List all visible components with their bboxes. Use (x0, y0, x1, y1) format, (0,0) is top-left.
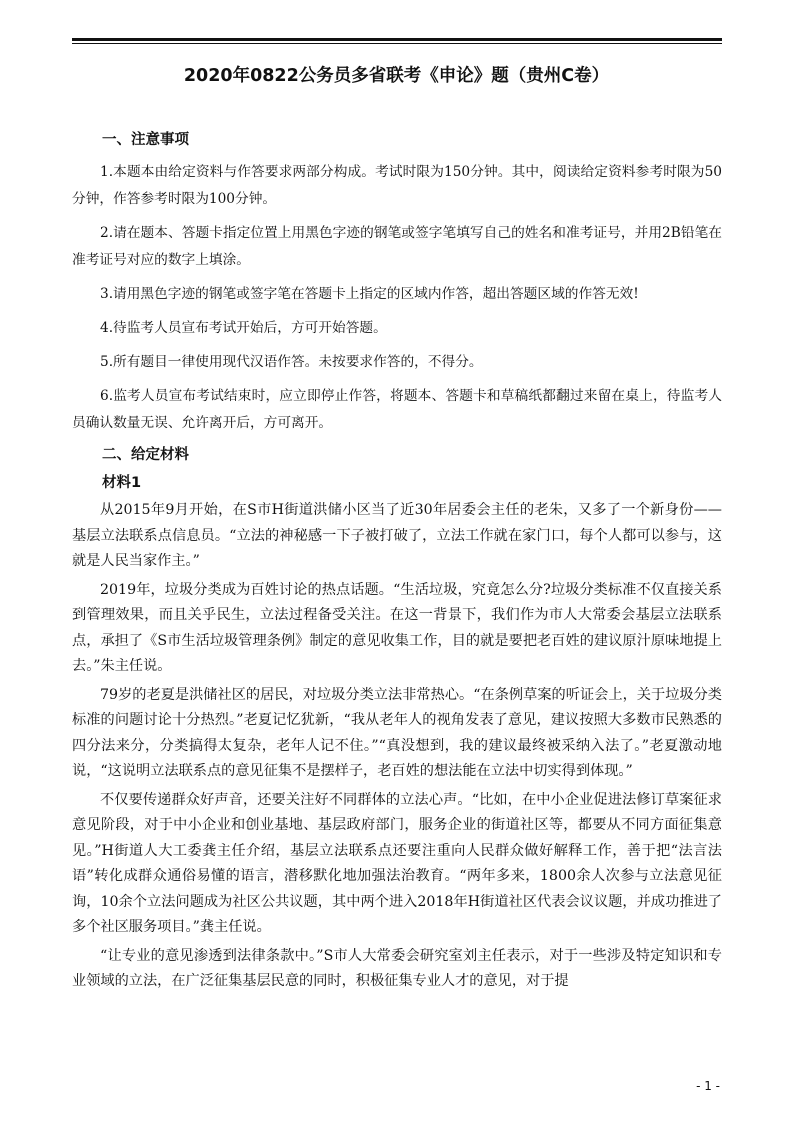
section-heading-materials: 二、给定材料 (102, 447, 189, 463)
header-rule-thin (72, 43, 722, 44)
material-paragraph: “让专业的意见渗透到法律条款中。”S市人大常委会研究室刘主任表示，对于一些涉及特定知识和专业领域的立法，在广泛征集基层民意的同时，积极征集专业人才的意见，对于提 (72, 947, 722, 989)
note-item: 2.请在题本、答题卡指定位置上用黑色字迹的钢笔或签字笔填写自己的姓名和准考证号，并用2B铅笔在准考证号对应的数字上填涂。 (72, 225, 722, 268)
note-item: 3.请用黑色字迹的钢笔或签字笔在答题卡上指定的区域内作答，超出答题区域的作答无效! (100, 286, 639, 302)
note-item: 1.本题本由给定资料与作答要求两部分构成。考试时限为150分钟。其中，阅读给定资料参考时限为50分钟，作答参考时限为100分钟。 (72, 164, 722, 207)
material-title: 材料1 (102, 475, 142, 491)
material-paragraph: 79岁的老夏是洪储社区的居民，对垃圾分类立法非常热心。“在条例草案的听证会上，关于垃圾分类标准的问题讨论十分热烈。”老夏记忆犹新，“我从老年人的视角发表了意见，建议按照大多数市民熟悉的四分法来分，分类搞得太复杂，老年人记不住。”“真没想到，我的建议最终被采纳入法了。”老夏激动地说，“这说明立法联系点的意见征集不是摆样子，老百姓的想法能在立法中切实得到体现。” (72, 686, 722, 779)
document-body (72, 128, 722, 995)
note-item: 5.所有题目一律使用现代汉语作答。未按要求作答的，不得分。 (100, 354, 483, 370)
note-item: 4.待监考人员宣布考试开始后，方可开始答题。 (100, 320, 387, 336)
section-heading-notes: 一、注意事项 (102, 132, 189, 148)
material-paragraph: 不仅要传递群众好声音，还要关注好不同群体的立法心声。“比如，在中小企业促进法修订草案征求意见阶段，对于中小企业和创业基地、基层政府部门，服务企业的街道社区等，都要从不同方面征集意见。”H街道人大工委龚主任介绍，基层立法联系点还要注重向人民群众做好解释工作，善于把“法言法语”转化成群众通俗易懂的语言，潜移默化地加强法治教育。“两年多来，1800余人次参与立法意见征询，10余个立法问题成为社区公共议题，其中两个进入2018年H街道社区代表会议议题，并成功推进了多个社区服务项目。”龚主任说。 (72, 791, 722, 935)
page-title: 2020年0822公务员多省联考《申论》题（贵州C卷） (183, 66, 610, 86)
note-item: 6.监考人员宣布考试结束时，应立即停止作答，将题本、答题卡和草稿纸都翻过来留在桌上，待监考人员确认数量无误、允许离开后，方可离开。 (72, 388, 722, 431)
material-paragraph: 从2015年9月开始，在S市H街道洪储小区当了近30年居委会主任的老朱，又多了一个新身份——基层立法联系点信息员。“立法的神秘感一下子被打破了，立法工作就在家门口，每个人都可以参与，这就是人民当家作主。” (72, 502, 722, 569)
header-rule-thick (72, 38, 722, 41)
page-number: - 1 - (696, 1079, 720, 1093)
material-paragraph: 2019年，垃圾分类成为百姓讨论的热点话题。“生活垃圾，究竟怎么分?垃圾分类标准不仅直接关系到管理效果，而且关乎民生，立法过程备受关注。在这一背景下，我们作为市人大常委会基层立法联系点，承担了《S市生活垃圾管理条例》制定的意见收集工作，目的就是要把老百姓的建议原汁原味地提上去。”朱主任说。 (72, 581, 722, 674)
